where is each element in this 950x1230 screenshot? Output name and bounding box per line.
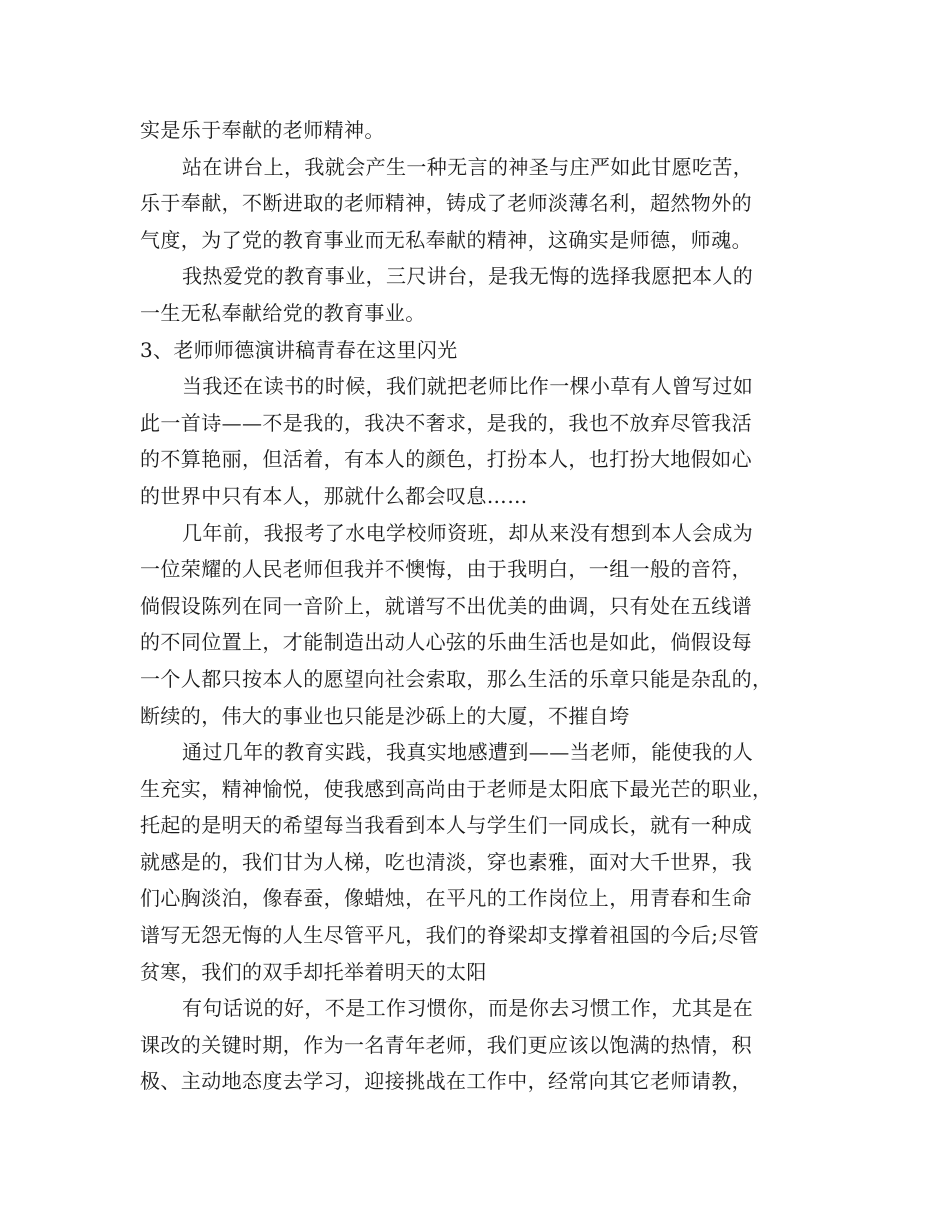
text-line: 乐于奉献，不断进取的老师精神，铸成了老师淡薄名利，超然物外的 [140,191,752,216]
text-line: 实是乐于奉献的老师精神。 [140,118,385,142]
text-line: 一个人都只按本人的愿望向社会索取，那么生活的乐章只能是杂乱的， [140,666,773,691]
text-line: 站在讲台上，我就会产生一种无言的神圣与庄严如此甘愿吃苦， [182,154,754,179]
text-line: 气度，为了党的教育事业而无私奉献的精神，这确实是师德，师魂。 [140,227,752,252]
text-line: 极、主动地态度去学习，迎接挑战在工作中，经常向其它老师请教， [140,1069,752,1094]
text-line: 的不同位置上，才能制造出动人心弦的乐曲生活也是如此，倘假设每 [140,630,752,655]
text-line: 一生无私奉献给党的教育事业。 [140,300,426,325]
document-body [140,112,818,1100]
text-line: 有句话说的好，不是工作习惯你，而是你去习惯工作，尤其是在 [182,996,754,1021]
text-line: 断续的，伟大的事业也只能是沙砾上的大厦，不摧自垮 [140,703,630,728]
text-line: 的不算艳丽，但活着，有本人的颜色，打扮本人，也打扮大地假如心 [140,447,752,472]
section-heading: 3、老师师德演讲稿青春在这里闪光 [140,337,458,362]
text-line: 我热爱党的教育事业，三尺讲台，是我无悔的选择我愿把本人的 [182,264,754,289]
text-line: 谱写无怨无悔的人生尽管平凡，我们的脊梁却支撑着祖国的今后;尽管 [140,923,760,948]
text-line: 就感是的，我们甘为人梯，吃也清淡，穿也素雅，面对大千世界，我 [140,849,752,874]
text-line: 倘假设陈列在同一音阶上，就谱写不出优美的曲调，只有处在五线谱 [140,593,752,618]
text-line: 一位荣耀的人民老师但我并不懊悔，由于我明白，一组一般的音符， [140,557,752,582]
text-line: 当我还在读书的时候，我们就把老师比作一棵小草有人曾写过如 [182,374,754,399]
text-line: 们心胸淡泊，像春蚕，像蜡烛，在平凡的工作岗位上，用青春和生命 [140,886,752,911]
text-line: 课改的关键时期，作为一名青年老师，我们更应该以饱满的热情，积 [140,1032,752,1057]
text-line: 贫寒，我们的双手却托举着明天的太阳 [140,959,487,984]
text-line: 的世界中只有本人，那就什么都会叹息…… [140,483,528,508]
text-line: 生充实，精神愉悦，使我感到高尚由于老师是太阳底下最光芒的职业， [140,776,773,801]
text-line: 通过几年的教育实践，我真实地感遭到——当老师，能使我的人 [182,740,754,765]
text-line: 托起的是明天的希望每当我看到本人与学生们一同成长，就有一种成 [140,813,752,838]
text-line: 此一首诗——不是我的，我决不奢求，是我的，我也不放弃尽管我活 [140,410,752,435]
text-line: 几年前，我报考了水电学校师资班，却从来没有想到本人会成为 [182,520,754,545]
